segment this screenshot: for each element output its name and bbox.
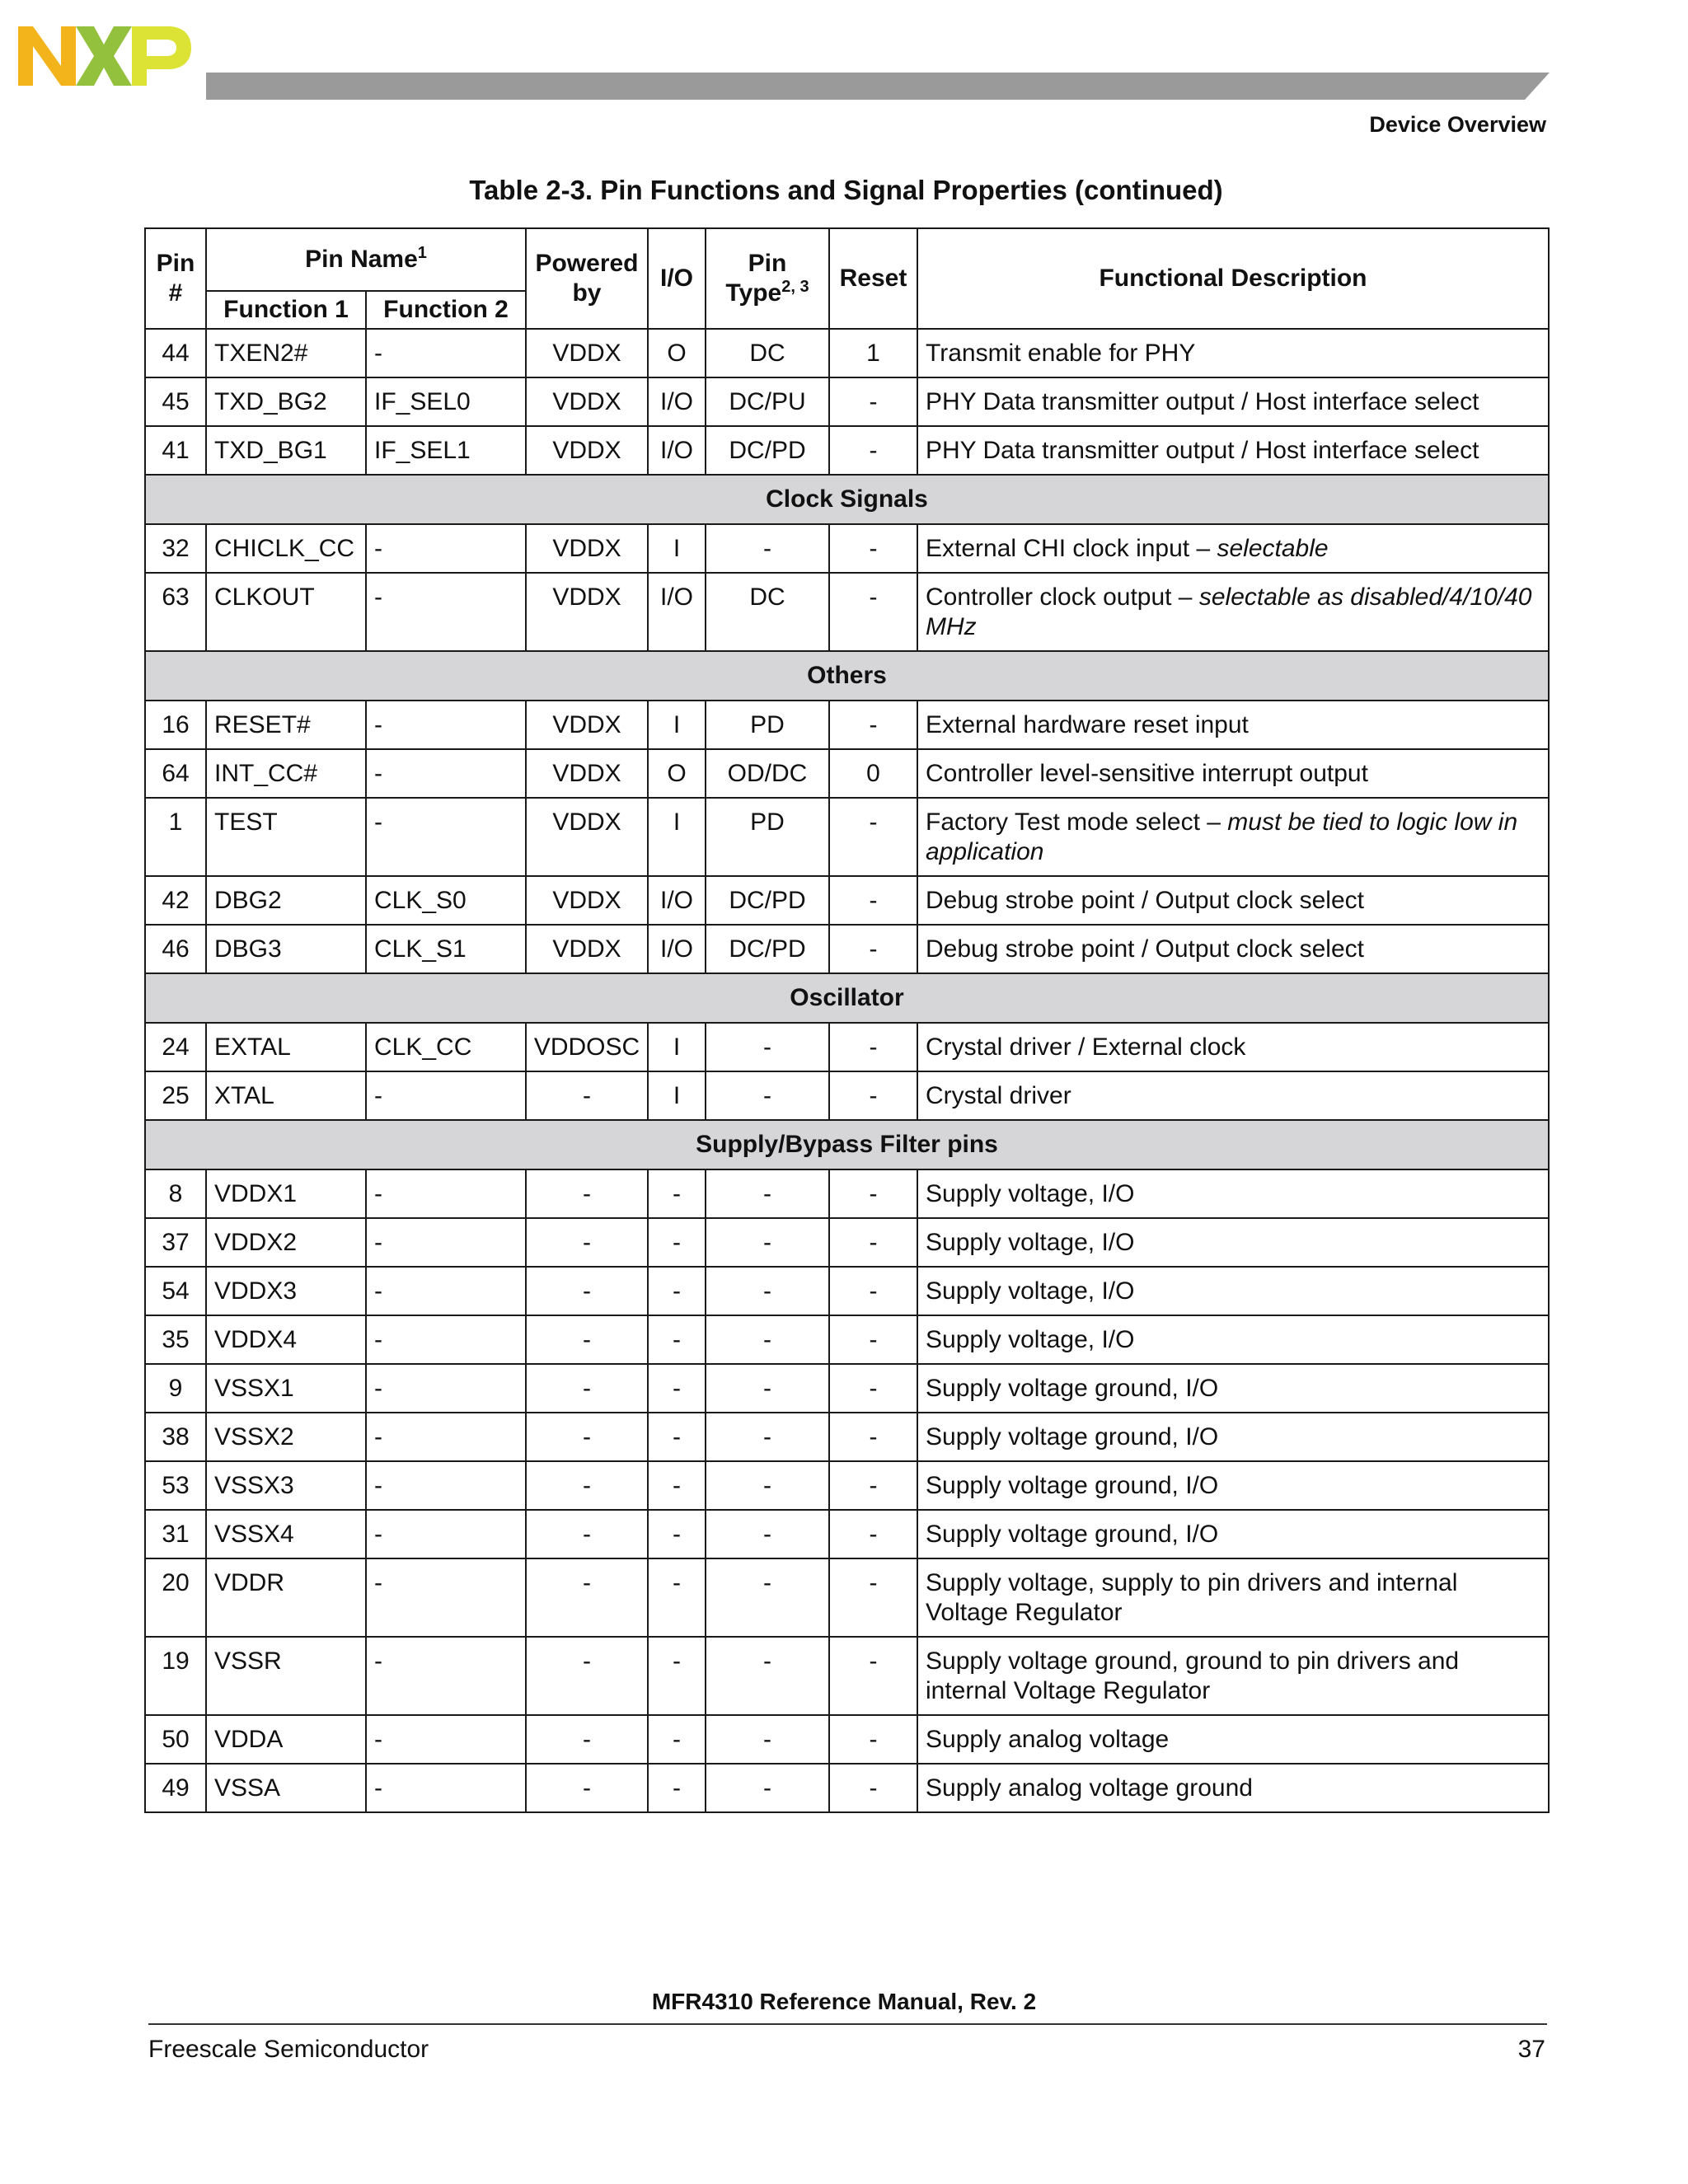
description-cell [917,925,1549,973]
table-row [145,573,1549,651]
section-row [145,1120,1549,1169]
description-text: Factory Test mode select – [926,808,1228,836]
powered-by-cell: - [526,1169,648,1218]
pin-type-cell: - [706,1023,829,1071]
description-text: Supply voltage ground, ground to pin drivers and internal Voltage Regulator [926,1647,1460,1704]
logo-letter-p [132,26,191,86]
pin-functions-table [144,227,1550,1813]
io-cell: I [648,701,706,749]
powered-by-cell: VDDX [526,925,648,973]
reset-cell: - [829,798,917,876]
reset-cell: - [829,1315,917,1364]
header-bar [206,73,1550,100]
description-text: PHY Data transmitter output / Host interface select [926,388,1479,415]
table-row [145,749,1549,798]
header-pin-number: Pin # [145,228,206,329]
pin-number-cell: 1 [145,798,206,876]
function-2-cell: CLK_CC [366,1023,526,1071]
function-1-cell: VDDA [206,1715,366,1764]
pin-number-cell: 25 [145,1071,206,1120]
description-text: Supply voltage, I/O [926,1277,1135,1305]
reset-cell: 1 [829,329,917,377]
function-2-cell: - [366,701,526,749]
function-1-cell: XTAL [206,1071,366,1120]
description-emphasis: selectable [1217,535,1329,562]
powered-by-cell: - [526,1637,648,1715]
table-row [145,1023,1549,1071]
table-row [145,1071,1549,1120]
function-1-cell: VDDX1 [206,1169,366,1218]
powered-by-cell: - [526,1461,648,1510]
table-caption: Table 2-3. Pin Functions and Signal Properties (continued) [469,175,1223,205]
function-1-cell: INT_CC# [206,749,366,798]
reset-cell: - [829,1218,917,1267]
function-2-cell: - [366,798,526,876]
powered-by-cell: VDDX [526,524,648,573]
powered-by-cell: - [526,1510,648,1558]
reset-cell: - [829,1364,917,1413]
reset-cell: - [829,1637,917,1715]
description-cell [917,798,1549,876]
pin-number-cell: 16 [145,701,206,749]
pin-type-cell: DC/PD [706,426,829,475]
function-1-cell: VSSX3 [206,1461,366,1510]
table-row [145,1364,1549,1413]
table-row [145,1764,1549,1812]
function-1-cell: VDDX4 [206,1315,366,1364]
reset-cell: - [829,426,917,475]
io-cell: - [648,1558,706,1637]
description-cell [917,1510,1549,1558]
function-1-cell: VSSX1 [206,1364,366,1413]
pin-number-cell: 38 [145,1413,206,1461]
reset-cell: - [829,573,917,651]
function-2-cell: - [366,1315,526,1364]
pin-type-cell: DC [706,573,829,651]
io-cell: - [648,1315,706,1364]
reset-cell: - [829,701,917,749]
section-row [145,651,1549,701]
description-cell [917,1023,1549,1071]
header-io: I/O [648,228,706,329]
function-1-cell: DBG2 [206,876,366,925]
powered-by-cell: - [526,1364,648,1413]
footnote-ref-2-3: 2, 3 [781,278,809,296]
function-1-cell: VDDR [206,1558,366,1637]
io-cell: I [648,798,706,876]
header-powered-by: Powered by [526,228,648,329]
pin-type-cell: - [706,1071,829,1120]
pin-number-cell: 46 [145,925,206,973]
description-text: Supply voltage, I/O [926,1229,1135,1256]
function-2-cell: - [366,1169,526,1218]
io-cell: O [648,329,706,377]
reset-cell: - [829,1558,917,1637]
reset-cell: - [829,1267,917,1315]
io-cell: - [648,1461,706,1510]
description-cell [917,749,1549,798]
header-pin-name: Pin Name$^1$ [206,228,526,291]
io-cell: - [648,1413,706,1461]
function-1-cell: RESET# [206,701,366,749]
io-cell: - [648,1715,706,1764]
description-emphasis: must be tied to logic low in application [926,808,1518,865]
function-2-cell: - [366,1413,526,1461]
footer-title: MFR4310 Reference Manual, Rev. 2 [651,1989,1037,2014]
section-title: Device Overview [1369,112,1546,137]
powered-by-cell: VDDX [526,701,648,749]
table-row [145,925,1549,973]
description-text: Supply voltage ground, I/O [926,1375,1219,1402]
description-cell [917,1169,1549,1218]
pin-number-cell: 63 [145,573,206,651]
table-row [145,1510,1549,1558]
description-cell [917,426,1549,475]
table-row [145,426,1549,475]
pin-number-cell: 45 [145,377,206,426]
section-heading: Supply/Bypass Filter pins [145,1120,1549,1169]
function-2-cell: - [366,1071,526,1120]
description-text: Transmit enable for PHY [926,340,1196,367]
pin-number-cell: 37 [145,1218,206,1267]
description-cell [917,524,1549,573]
powered-by-cell: - [526,1413,648,1461]
header-reset: Reset [829,228,917,329]
pin-number-cell: 64 [145,749,206,798]
io-cell: I/O [648,573,706,651]
header-functional-description: Functional Description [917,228,1549,329]
description-text: Supply voltage ground, I/O [926,1423,1219,1451]
description-text: Supply analog voltage [926,1726,1170,1753]
description-text: PHY Data transmitter output / Host interface select [926,437,1479,464]
pin-type-cell: DC/PD [706,876,829,925]
io-cell: I [648,524,706,573]
function-1-cell: VSSA [206,1764,366,1812]
function-2-cell: IF_SEL0 [366,377,526,426]
pin-number-cell: 49 [145,1764,206,1812]
io-cell: - [648,1267,706,1315]
description-text: Debug strobe point / Output clock select [926,887,1364,914]
nxp-logo [18,23,191,89]
pin-type-cell: - [706,1267,829,1315]
description-text: External hardware reset input [926,711,1249,738]
powered-by-cell: - [526,1764,648,1812]
reset-cell: - [829,524,917,573]
pin-type-cell: - [706,1637,829,1715]
footnote-ref-1: 1 [417,244,427,262]
header-function-2: Function 2 [366,291,526,329]
function-2-cell: - [366,1461,526,1510]
table-row [145,1413,1549,1461]
section-heading: Clock Signals [145,475,1549,524]
description-cell [917,377,1549,426]
powered-by-cell: VDDX [526,573,648,651]
table-row [145,1267,1549,1315]
table-row [145,1637,1549,1715]
io-cell: - [648,1510,706,1558]
pin-type-cell: - [706,1218,829,1267]
powered-by-cell: - [526,1315,648,1364]
reset-cell: - [829,1510,917,1558]
pin-type-cell: OD/DC [706,749,829,798]
description-emphasis: selectable as disabled/4/10/40 MHz [926,583,1532,640]
description-cell [917,1461,1549,1510]
table-row [145,1315,1549,1364]
description-text: Supply voltage ground, I/O [926,1472,1219,1499]
reset-cell: - [829,1715,917,1764]
description-cell [917,1558,1549,1637]
io-cell: - [648,1764,706,1812]
function-2-cell: IF_SEL1 [366,426,526,475]
function-2-cell: - [366,329,526,377]
description-cell [917,876,1549,925]
table-row [145,1218,1549,1267]
description-text: Supply voltage, supply to pin drivers and internal Voltage Regulator [926,1569,1458,1626]
reset-cell: - [829,876,917,925]
pin-type-cell: DC [706,329,829,377]
description-cell [917,1364,1549,1413]
io-cell: I/O [648,925,706,973]
reset-cell: - [829,1169,917,1218]
function-2-cell: - [366,524,526,573]
function-1-cell: CHICLK_CC [206,524,366,573]
description-text: Supply voltage, I/O [926,1326,1135,1353]
powered-by-cell: VDDX [526,798,648,876]
description-cell [917,1413,1549,1461]
pin-type-cell: - [706,1413,829,1461]
powered-by-cell: VDDX [526,426,648,475]
pin-type-cell: PD [706,701,829,749]
pin-number-cell: 41 [145,426,206,475]
function-2-cell: CLK_S0 [366,876,526,925]
powered-by-cell: - [526,1558,648,1637]
description-cell [917,1267,1549,1315]
pin-type-cell: - [706,1764,829,1812]
function-2-cell: - [366,1558,526,1637]
description-text: Crystal driver [926,1082,1071,1109]
io-cell: I/O [648,377,706,426]
io-cell: - [648,1218,706,1267]
function-1-cell: DBG3 [206,925,366,973]
powered-by-cell: - [526,1071,648,1120]
function-1-cell: TXD_BG1 [206,426,366,475]
table-row [145,1715,1549,1764]
pin-number-cell: 50 [145,1715,206,1764]
footer-company: Freescale Semiconductor [148,2036,429,2063]
pin-type-cell: - [706,1715,829,1764]
function-1-cell: VSSX4 [206,1510,366,1558]
function-2-cell: - [366,573,526,651]
function-1-cell: VSSX2 [206,1413,366,1461]
powered-by-cell: VDDOSC [526,1023,648,1071]
table-body [145,329,1549,1812]
pin-number-cell: 42 [145,876,206,925]
powered-by-cell: VDDX [526,749,648,798]
function-1-cell: EXTAL [206,1023,366,1071]
function-1-cell: TXEN2# [206,329,366,377]
table-row [145,876,1549,925]
pin-number-cell: 8 [145,1169,206,1218]
function-1-cell: VDDX3 [206,1267,366,1315]
page-number: 37 [1517,2036,1545,2063]
function-2-cell: CLK_S1 [366,925,526,973]
description-text: Controller clock output – [926,583,1199,611]
io-cell: - [648,1169,706,1218]
table-row [145,798,1549,876]
footer-rule [148,2023,1547,2025]
pin-number-cell: 32 [145,524,206,573]
powered-by-cell: VDDX [526,377,648,426]
logo-letter-x [76,26,132,86]
pin-type-cell: - [706,1558,829,1637]
table-row [145,329,1549,377]
description-cell [917,1637,1549,1715]
description-cell [917,1764,1549,1812]
pin-type-cell: - [706,524,829,573]
reset-cell: - [829,1461,917,1510]
description-text: Supply voltage ground, I/O [926,1521,1219,1548]
function-2-cell: - [366,1218,526,1267]
io-cell: I [648,1023,706,1071]
reset-cell: - [829,1023,917,1071]
reset-cell: - [829,1071,917,1120]
io-cell: O [648,749,706,798]
pin-type-cell: DC/PU [706,377,829,426]
function-2-cell: - [366,749,526,798]
function-2-cell: - [366,1267,526,1315]
pin-number-cell: 44 [145,329,206,377]
function-2-cell: - [366,1715,526,1764]
description-cell [917,1715,1549,1764]
table-row [145,1558,1549,1637]
powered-by-cell: - [526,1267,648,1315]
pin-number-cell: 53 [145,1461,206,1510]
description-text: External CHI clock input – [926,535,1217,562]
powered-by-cell: VDDX [526,329,648,377]
pin-number-cell: 20 [145,1558,206,1637]
description-cell [917,1218,1549,1267]
io-cell: I/O [648,876,706,925]
table-row [145,377,1549,426]
powered-by-cell: - [526,1715,648,1764]
function-2-cell: - [366,1510,526,1558]
io-cell: I/O [648,426,706,475]
reset-cell: - [829,925,917,973]
pin-type-cell: - [706,1461,829,1510]
description-text: Debug strobe point / Output clock select [926,935,1364,963]
table-row [145,1461,1549,1510]
reset-cell: - [829,1413,917,1461]
pin-number-cell: 35 [145,1315,206,1364]
description-cell [917,1315,1549,1364]
header-function-1: Function 1 [206,291,366,329]
pin-type-cell: - [706,1315,829,1364]
description-text: Supply analog voltage ground [926,1774,1253,1802]
description-cell [917,701,1549,749]
section-heading: Others [145,651,1549,701]
pin-type-cell: - [706,1364,829,1413]
description-text: Supply voltage, I/O [926,1180,1135,1207]
logo-letter-n [18,26,76,86]
pin-type-cell: - [706,1510,829,1558]
description-text: Controller level-sensitive interrupt output [926,760,1368,787]
section-heading: Oscillator [145,973,1549,1023]
pin-number-cell: 19 [145,1637,206,1715]
io-cell: - [648,1637,706,1715]
table-row [145,701,1549,749]
description-cell [917,1071,1549,1120]
section-row [145,973,1549,1023]
function-1-cell: VDDX2 [206,1218,366,1267]
pin-type-cell: - [706,1169,829,1218]
pin-number-cell: 24 [145,1023,206,1071]
function-1-cell: VSSR [206,1637,366,1715]
pin-number-cell: 31 [145,1510,206,1558]
reset-cell: 0 [829,749,917,798]
description-text: Crystal driver / External clock [926,1033,1246,1061]
powered-by-cell: VDDX [526,876,648,925]
io-cell: I [648,1071,706,1120]
function-2-cell: - [366,1364,526,1413]
reset-cell: - [829,1764,917,1812]
pin-number-cell: 9 [145,1364,206,1413]
function-1-cell: TEST [206,798,366,876]
function-2-cell: - [366,1764,526,1812]
reset-cell: - [829,377,917,426]
description-cell [917,573,1549,651]
description-cell [917,329,1549,377]
section-row [145,475,1549,524]
function-2-cell: - [366,1637,526,1715]
pin-type-cell: DC/PD [706,925,829,973]
pin-number-cell: 54 [145,1267,206,1315]
header-pin-type: Pin Type$^{2, 3}$ [706,228,829,329]
table-row [145,524,1549,573]
function-1-cell: TXD_BG2 [206,377,366,426]
function-1-cell: CLKOUT [206,573,366,651]
pin-type-cell: PD [706,798,829,876]
table-row [145,1169,1549,1218]
powered-by-cell: - [526,1218,648,1267]
io-cell: - [648,1364,706,1413]
